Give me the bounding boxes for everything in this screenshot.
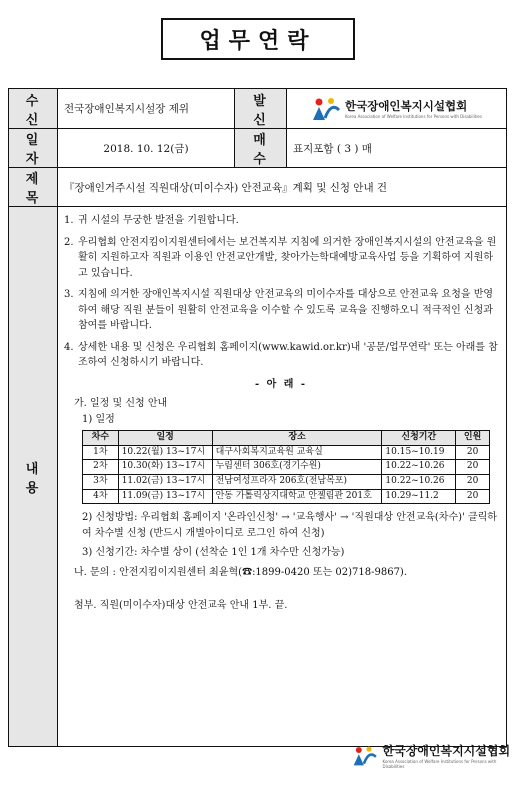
paragraph-1: 1. 귀 시설의 무궁한 발전을 기원합니다. (64, 215, 239, 226)
below-heading: - 아 래 - (254, 378, 308, 390)
sender-logo-text: 한국장애인복지시설협회 (345, 99, 468, 113)
paragraph-3: 3. 지침에 의거한 장애인복지시설 직원대상 안전교육의 미이수자를 대상으로 안전교육 요청을 반영하여 해당 직원 분들이 원활히 안전교육을 이수할 수 있도록 교육을 진행하오니 적극적인 신청과 참여를 바랍니다. (64, 289, 494, 331)
table-row: 1차 10.22(월) 13~17시 대구사회복지교육원 교육실 10.15~10.19 20 (83, 445, 490, 460)
subject-value: 『장애인거주시설 직원대상(미이수자) 안전교육』계획 및 신청 안내 건 (58, 168, 507, 207)
footer-logo (352, 742, 517, 769)
inquiry: 나. 문의 : 안전지킴이지원센터 최윤혁(☎:1899-0420 또는 02)718-9867). (74, 566, 408, 578)
paragraph-2: 2. 우리협회 안전지킴이지원센터에서는 보건복지부 지침에 의거한 장애인복지시설의 안전교육을 원활히 지원하고자 직원과 이용인 안전교안개발, 찾아가는학대예방교육사업 등을 기획하여 지원하고 있습니다. (64, 236, 497, 279)
sender-logo-subtext: Korea Association of Welfare Institutions for Persons with Disabilities (345, 114, 482, 119)
recipient-label: 수 신 (9, 89, 58, 129)
footer-logo-subtext: Korea Association of Welfare Institutions for Persons with Disabilities (382, 759, 497, 769)
schedule-header: 인원 (456, 431, 490, 446)
schedule-header: 차수 (83, 431, 119, 446)
recipient-value: 전국장애인복지시설장 제위 (58, 89, 235, 129)
schedule-table (82, 430, 490, 504)
content-label: 내 용 (9, 207, 58, 747)
association-logo-icon (352, 744, 378, 768)
paragraph-4: 4. 상세한 내용 및 신청은 우리협회 홈페이지(www.kawid.or.kr)내 '공문/업무연락' 또는 아래를 참조하여 신청하시기 바랍니다. (64, 341, 498, 368)
table-row: 4차 11.09(금) 13~17시 안동 가톨릭상지대학교 안젤림관 201호 10.29~11.2 20 (83, 489, 490, 504)
content-body (58, 207, 507, 747)
pages-label: 매 수 (235, 129, 287, 168)
schedule-header: 장소 (212, 431, 382, 446)
schedule-header: 신청기간 (382, 431, 456, 446)
footer-logo-text: 한국장애인복지시설협회 (382, 744, 511, 758)
schedule-heading: 1) 일정 (82, 413, 115, 425)
schedule-header: 일정 (118, 431, 212, 446)
document-title: 업무연락 (161, 18, 355, 60)
subject-label: 제 목 (9, 168, 58, 207)
table-row: 3차 11.02(금) 13~17시 전남여성프라자 206호(전남목포) 10.22~10.26 20 (83, 475, 490, 490)
section-ga: 가. 일정 및 신청 안내 (74, 398, 168, 409)
date-label: 일 자 (9, 129, 58, 168)
date-value: 2018. 10. 12(금) (58, 129, 235, 168)
association-logo-icon (311, 96, 341, 122)
table-row: 2차 10.30(화) 13~17시 누림센터 306호(경기수원) 10.22~10.26 20 (83, 460, 490, 475)
sender-logo (287, 89, 507, 129)
attachment: 첨부. 직원(미이수자)대상 안전교육 안내 1부. 끝. (74, 600, 288, 612)
application-period: 3) 신청기간: 차수별 상이 (선착순 1인 1개 차수만 신청가능) (82, 547, 345, 559)
application-method: 2) 신청방법: 우리협회 홈페이지 '온라인신청' → '교육행사' → '직원대상 안전교육(차수)' 클릭하여 차수별 신청 (반드시 개별아이디로 로그인 하여 신청) (82, 512, 497, 539)
memo-table (8, 88, 507, 747)
sender-label: 발 신 (235, 89, 287, 129)
pages-value: 표지포함 ( 3 ) 매 (287, 129, 507, 168)
